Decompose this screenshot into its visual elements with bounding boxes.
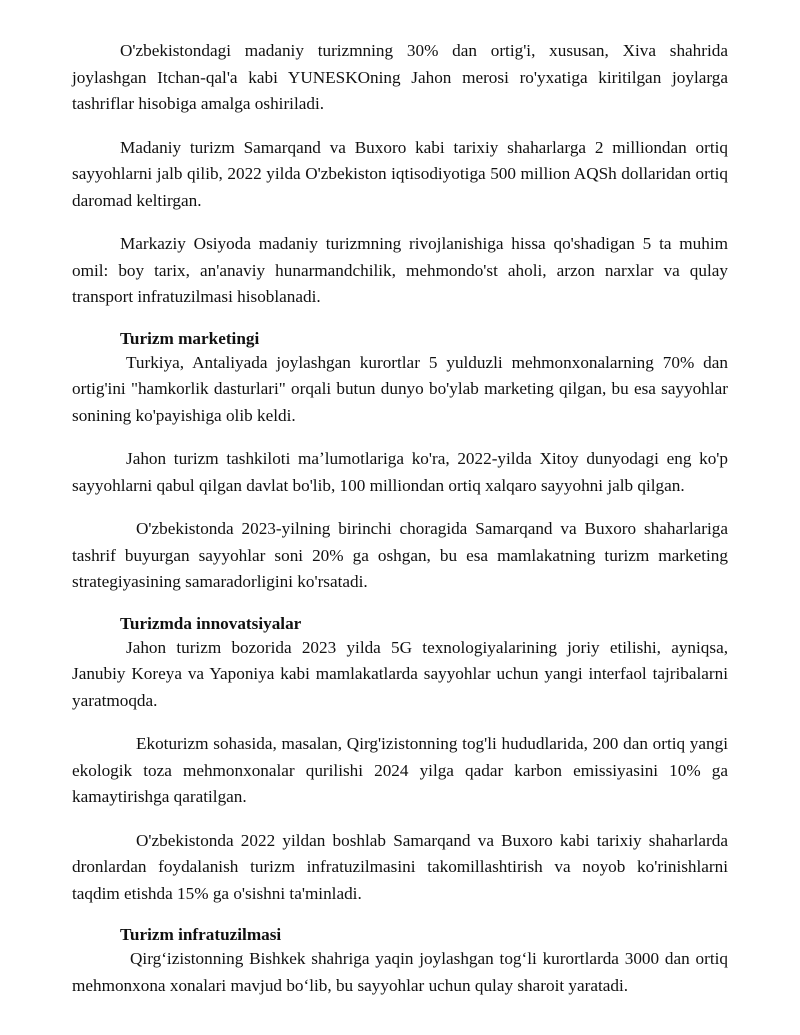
paragraph: O'zbekistonda 2022 yildan boshlab Samarqand va Buxoro kabi tarixiy shaharlarda dronlardan foydalanish turizm infratuzilmasini takomillashtirish va noyob ko'rinishlarni taqdim etishda 15% ga o'sishni ta'minladi.: [72, 830, 728, 903]
paragraph: O'zbekistondagi madaniy turizmning 30% dan ortig'i, xususan, Xiva shahrida joylashgan Itchan-qal'a kabi YUNESKOning Jahon merosi ro'yxatiga kiritilgan joylarga tashriflar hisobiga amalga oshiriladi.: [72, 41, 728, 113]
section-heading-infrastructure: Turizm infratuzilmasi: [120, 925, 282, 944]
document-page: [72, 38, 728, 1016]
paragraph: Markaziy Osiyoda madaniy turizmning rivojlanishiga hissa qo'shadigan 5 ta muhim omil: boy tarix, an'anaviy hunarmandchilik, mehmondo'st aholi, arzon narxlar va qulay transport infratuzilmasi hisoblanadi.: [72, 234, 728, 306]
paragraph: Ekoturizm sohasida, masalan, Qirg'izistonning tog'li hududlarida, 200 dan ortiq yangi ekologik toza mehmonxonalar qurilishi 2024 yilga qadar karbon emissiyasini 10% ga kamaytirishga qaratilgan.: [72, 734, 728, 806]
paragraph: Jahon turizm bozorida 2023 yilda 5G texnologiyalarining joriy etilishi, ayniqsa, Janubiy Koreya va Yaponiya kabi mamlakatlarda sayyohlar uchun yangi interfaol tajribalarni yaratmoqda.: [72, 637, 728, 710]
paragraph: Turkiya, Antaliyada joylashgan kurortlar 5 yulduzli mehmonxonalarning 70% dan ortig'ini "hamkorlik dasturlari" orqali butun dunyo bo'ylab marketing qilgan, bu esa sayyohlar sonining ko'payishiga olib keldi.: [72, 352, 728, 425]
paragraph: Qirgʻizistonning Bishkek shahriga yaqin joylashgan togʻli kurortlarda 3000 dan ortiq mehmonxona xonalari mavjud boʻlib, bu sayyohlar uchun qulay sharoit yaratadi.: [72, 949, 728, 995]
section-heading-marketing: Turizm marketingi: [120, 328, 260, 348]
paragraph: Madaniy turizm Samarqand va Buxoro kabi tarixiy shaharlarga 2 milliondan ortiq sayyohlarni jalb qilib, 2022 yilda O'zbekiston iqtisodiyotiga 500 million AQSh dollaridan ortiq daromad keltirgan.: [72, 137, 728, 210]
section-heading-innovations: Turizmda innovatsiyalar: [120, 613, 302, 633]
paragraph: Jahon turizm tashkiloti maʼlumotlariga ko'ra, 2022-yilda Xitoy dunyodagi eng ko'p sayyohlarni qabul qilgan davlat bo'lib, 100 milliondan ortiq xalqaro sayyohni jalb qilgan.: [72, 449, 728, 495]
paragraph: O'zbekistonda 2023-yilning birinchi choragida Samarqand va Buxoro shaharlariga tashrif buyurgan sayyohlar soni 20% ga oshgan, bu esa mamlakatning turizm marketing strategiyasining samaradorligini ko'rsatadi.: [72, 519, 728, 591]
